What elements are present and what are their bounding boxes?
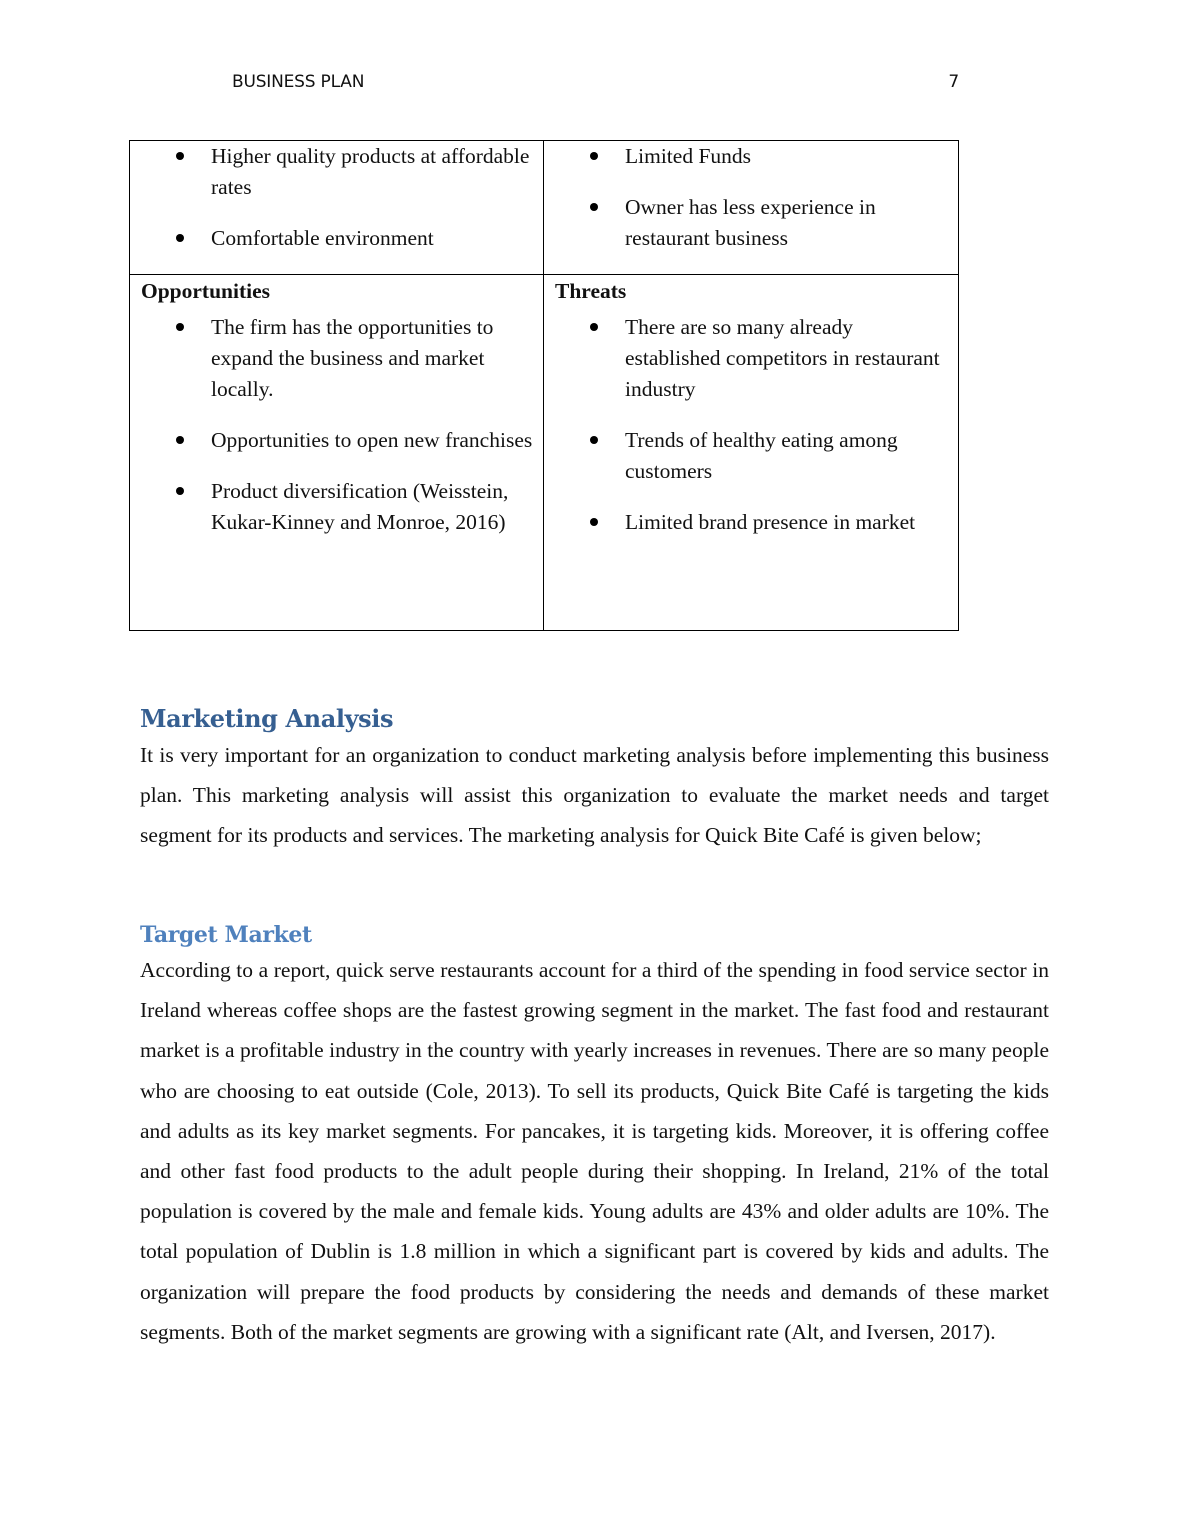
swot-row-strengths-weaknesses: [130, 141, 959, 275]
list-item: The firm has the opportunities to expand the business and market locally.: [130, 312, 543, 405]
running-title: BUSINESS PLAN: [232, 72, 365, 92]
opportunities-cell: [130, 275, 544, 631]
swot-row-opportunities-threats: [130, 275, 959, 631]
running-header: [232, 72, 959, 92]
page-number: 7: [948, 72, 959, 92]
strengths-cell: [130, 141, 544, 275]
heading-target-market: Target Market: [140, 922, 312, 948]
list-item: Comfortable environment: [130, 223, 543, 254]
threats-title: Threats: [555, 279, 627, 303]
paragraph-target-market: According to a report, quick serve restaurants account for a third of the spending in food service sector in Ireland whereas coffee shops are the fastest growing segment in the market. The fast food and restaurant market is a profitable industry in the country with yearly increases in revenues. There are so many people who are choosing to eat outside (Cole, 2013). To sell its products, Quick Bite Café is targeting the kids and adults as its key market segments. For pancakes, it is targeting kids. Moreover, it is offering coffee and other fast food products to the adult people during their shopping. In Ireland, 21% of the total population is covered by the male and female kids. Young adults are 43% and older adults are 10%. The total population of Dublin is 1.8 million in which a significant part is covered by kids and adults. The organization will prepare the food products by considering the needs and demands of these market segments. Both of the market segments are growing with a significant rate (Alt, and Iversen, 2017).: [140, 958, 1049, 1344]
strengths-list: [130, 141, 543, 254]
paragraph-marketing-analysis: It is very important for an organization to conduct marketing analysis before implementing this business plan. This marketing analysis will assist this organization to evaluate the market needs and target segment for its products and services. The marketing analysis for Quick Bite Café is given below;: [140, 743, 1049, 848]
weaknesses-list: [544, 141, 958, 254]
opportunities-title: Opportunities: [141, 279, 271, 303]
list-item: Owner has less experience in restaurant business: [544, 192, 958, 254]
list-item: Limited Funds: [544, 141, 958, 172]
list-item: Trends of healthy eating among customers: [544, 425, 958, 487]
list-item: Product diversification (Weisstein, Kukar-Kinney and Monroe, 2016): [130, 476, 543, 538]
threats-cell: [544, 275, 959, 631]
list-item: Limited brand presence in market: [544, 507, 958, 538]
weaknesses-cell: [544, 141, 959, 275]
threats-list: [544, 312, 958, 538]
list-item: Higher quality products at affordable rates: [130, 141, 543, 203]
heading-marketing-analysis: Marketing Analysis: [140, 704, 394, 733]
list-item: Opportunities to open new franchises: [130, 425, 543, 456]
list-item: There are so many already established competitors in restaurant industry: [544, 312, 958, 405]
opportunities-list: [130, 312, 543, 538]
swot-table: [129, 140, 959, 631]
